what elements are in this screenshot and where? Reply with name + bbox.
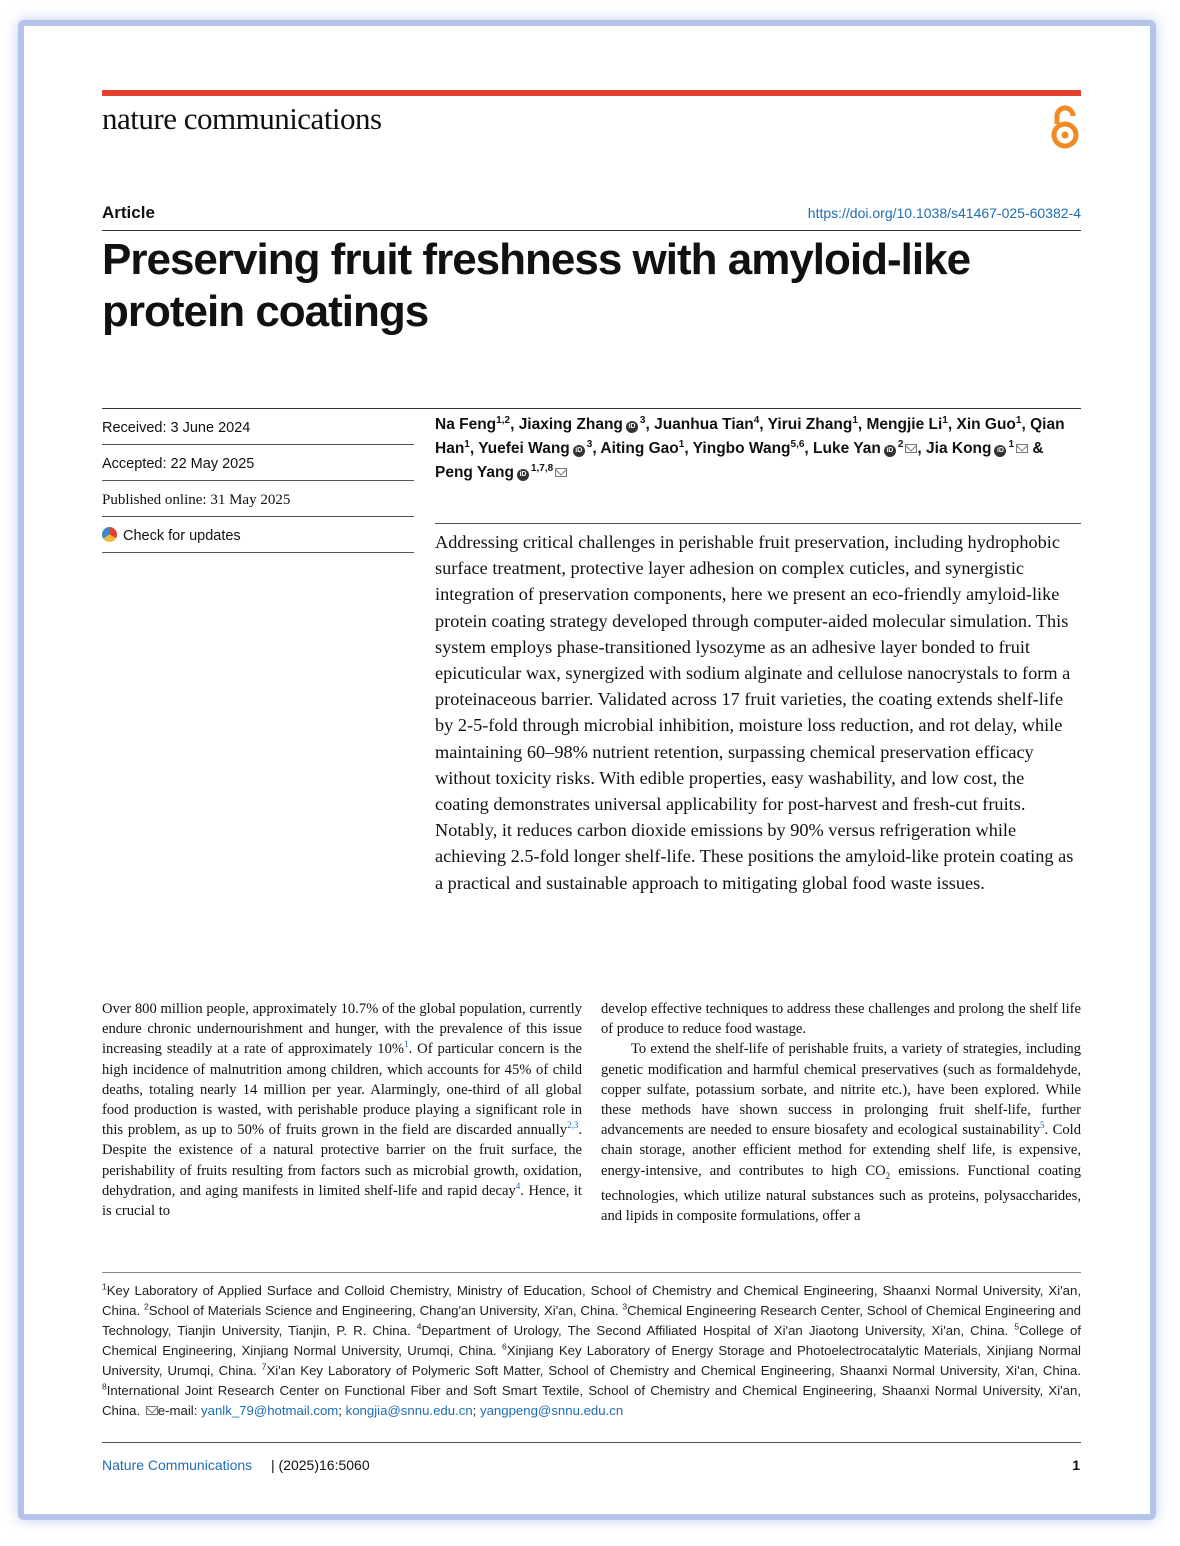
article-type: Article bbox=[102, 203, 155, 222]
body-text: . Hence, it is crucial to bbox=[102, 1182, 582, 1220]
body-paragraph bbox=[601, 1039, 1081, 1226]
author-name: Xin Guo bbox=[956, 416, 1016, 433]
affiliation-text: Department of Urology, The Second Affiliated Hospital of Xi'an Jiaotong University, Xi'an, China. bbox=[421, 1323, 1015, 1338]
author-affiliation: 3 bbox=[586, 438, 593, 450]
author-name: Luke Yan bbox=[813, 440, 881, 457]
author-affiliation: 1,7,8 bbox=[530, 462, 554, 474]
author-name: Qian Han bbox=[435, 416, 1065, 457]
email-label: e-mail: bbox=[157, 1403, 202, 1418]
body-column-right bbox=[601, 999, 1081, 1226]
author-name: Peng Yang bbox=[435, 464, 514, 481]
author-name: Juanhua Tian bbox=[654, 416, 754, 433]
accepted-date: Accepted: 22 May 2025 bbox=[102, 445, 414, 481]
affiliation-number: 8 bbox=[102, 1381, 107, 1392]
email-icon[interactable] bbox=[555, 468, 567, 477]
affiliation-text: Key Laboratory of Applied Surface and Colloid Chemistry, Ministry of Education, School of Chemistry and Chemical Engineering, Shaanxi Normal University, Xi'an, China. bbox=[102, 1283, 1081, 1318]
reference-link[interactable]: 2,3 bbox=[567, 1120, 579, 1131]
affiliation-number: 5 bbox=[1014, 1321, 1020, 1332]
affiliation-text: College of Chemical Engineering, Xinjiang Normal University, Urumqi, China. bbox=[102, 1323, 1081, 1358]
page-number: 1 bbox=[1072, 1457, 1080, 1473]
crossmark-icon bbox=[102, 527, 117, 542]
footer-citation: | (2025)16:5060 bbox=[271, 1457, 370, 1473]
body-text: To extend the shelf-life of perishable fruits, a variety of strategies, including genetic modification and harmful chemical preservatives (such as formaldehyde, copper sulfate, potassium sorbate, and nitrite etc.), have been explored. While these methods have shown success in prolonging fruit shelf-life, further advancements are needed to ensure biosafety and ecological sustainability bbox=[601, 1041, 1081, 1139]
author-affiliation: 2 bbox=[897, 438, 904, 450]
received-date: Received: 3 June 2024 bbox=[102, 409, 414, 445]
author[interactable] bbox=[926, 440, 1028, 457]
author-name: Jiaxing Zhang bbox=[518, 416, 623, 433]
author[interactable] bbox=[435, 464, 567, 481]
affiliation-text: School of Materials Science and Engineering, Chang'an University, Xi'an, China. bbox=[148, 1303, 623, 1318]
body-paragraph: develop effective techniques to address these challenges and prolong the shelf life of produce to reduce food wastage. bbox=[601, 1001, 1081, 1038]
email-icon[interactable] bbox=[905, 444, 917, 453]
abstract: Addressing critical challenges in perishable fruit preservation, including hydrophobic surface treatment, protective layer adhesion on complex cuticles, and synergistic integration of preservation components, here we present an eco-friendly amyloid-like protein coating strategy developed through computer-aided molecular simulation. This system employs phase-transitioned lysozyme as an adhesive layer bonded to fruit epicuticular wax, synergized with sodium alginate and cellulose nanocrystals to form a proteinaceous barrier. Validated across 17 fruit varieties, the coating extends shelf-life by 2-5-fold through microbial inhibition, moisture loss reduction, and rot delay, while maintaining 60–98% nutrient retention, surpassing chemical preservation efficacy without toxicity risks. With edible properties, easy washability, and low cost, the coating demonstrates universal applicability for post-harvest and fresh-cut fruits. Notably, it reduces carbon dioxide emissions by 90% versus refrigeration while achieving 2.5-fold longer shelf-life. These positions the amyloid-like protein coating as a practical and sustainable approach to mitigating global food waste issues. bbox=[435, 532, 1074, 893]
orcid-icon[interactable]: iD bbox=[626, 421, 638, 433]
orcid-icon[interactable]: iD bbox=[884, 445, 896, 457]
author[interactable] bbox=[654, 416, 759, 433]
affiliation-number: 6 bbox=[501, 1341, 507, 1352]
author[interactable] bbox=[478, 440, 592, 457]
affiliation-number: 3 bbox=[622, 1301, 628, 1312]
orcid-icon[interactable]: iD bbox=[994, 445, 1006, 457]
author-name: Yirui Zhang bbox=[767, 416, 853, 433]
email-link[interactable]: yanlk_79@hotmail.com bbox=[201, 1403, 339, 1418]
doi-link[interactable]: https://doi.org/10.1038/s41467-025-60382-4 bbox=[807, 205, 1081, 221]
author-name: Na Feng bbox=[435, 416, 497, 433]
author[interactable] bbox=[768, 416, 858, 433]
abstract-rule bbox=[435, 523, 1081, 524]
author[interactable] bbox=[600, 440, 684, 457]
author[interactable] bbox=[956, 416, 1021, 433]
author-affiliation: 1 bbox=[678, 438, 685, 450]
orcid-icon[interactable]: iD bbox=[573, 445, 585, 457]
body-text: emissions. Functional coating technologies, which utilize natural substances such as proteins, polysaccharides, and lipids in composite formulations, offer a bbox=[601, 1162, 1081, 1224]
footer-journal: Nature Communications bbox=[102, 1457, 253, 1473]
published-date: Published online: 31 May 2025 bbox=[102, 481, 414, 517]
affiliation-number: 7 bbox=[261, 1361, 267, 1372]
orcid-icon[interactable]: iD bbox=[517, 469, 529, 481]
body-text: . Of particular concern is the high incidence of malnutrition among children, which accounts for 45% of child deaths, totaling nearly 14 million per year. Alarmingly, one-third of all global food production is wasted, with perishable produce playing a significant role in this problem, as up to 50% of fruits grown in the field are discarded annually bbox=[102, 1041, 582, 1139]
email-link[interactable]: kongjia@snnu.edu.cn bbox=[345, 1403, 473, 1418]
dates-panel bbox=[102, 409, 414, 553]
body-text: . Despite the existence of a natural protective barrier on the fruit surface, the perishability of fruits resulting from factors such as microbial growth, oxidation, dehydration, and aging manifests in limited shelf-life and rapid decay bbox=[102, 1122, 582, 1199]
check-updates-button[interactable] bbox=[102, 517, 414, 553]
reference-link[interactable]: 5 bbox=[1040, 1120, 1045, 1131]
author-name: Yingbo Wang bbox=[692, 440, 791, 457]
author-affiliation: 1,2 bbox=[496, 414, 511, 426]
affiliations-rule bbox=[102, 1272, 1081, 1273]
author-affiliation: 1 bbox=[1015, 414, 1022, 426]
journal-name: nature communications bbox=[102, 101, 382, 136]
author-affiliation: 1 bbox=[942, 414, 948, 426]
author-affiliation: 1 bbox=[1008, 438, 1015, 450]
reference-link[interactable]: 4 bbox=[515, 1180, 521, 1191]
author-affiliation: 5,6 bbox=[790, 438, 805, 450]
affiliation-number: 2 bbox=[143, 1301, 149, 1312]
author-name: Mengjie Li bbox=[866, 416, 943, 433]
author[interactable] bbox=[813, 440, 917, 457]
author[interactable] bbox=[519, 416, 646, 433]
author-affiliation: 1 bbox=[464, 438, 470, 450]
header-red-bar bbox=[102, 90, 1081, 96]
author-name: Jia Kong bbox=[926, 440, 992, 457]
email-icon bbox=[146, 1406, 158, 1415]
open-access-icon bbox=[1048, 104, 1082, 150]
email-link[interactable]: yangpeng@snnu.edu.cn bbox=[480, 1403, 624, 1418]
co2-subscript: 2 bbox=[885, 1170, 891, 1181]
affiliation-number: 4 bbox=[416, 1321, 422, 1332]
author-affiliation: 3 bbox=[639, 414, 646, 426]
author-name: Aiting Gao bbox=[600, 440, 679, 457]
affiliation-text: Xinjiang Key Laboratory of Energy Storage and Photoelectrocatalytic Materials, Xinjiang Normal University, Urumqi, China. bbox=[102, 1343, 1081, 1378]
affiliation-text: International Joint Research Center on Functional Fiber and Soft Smart Textile, School of Chemistry and Chemical Engineering, Shaanxi Normal University, Xi'an, China. bbox=[102, 1383, 1081, 1418]
body-text: Over 800 million people, approximately 10.7% of the global population, currently endure chronic undernourishment and hunger, with the prevalence of this issue increasing steadily at a rate of approximately 10% bbox=[102, 1001, 582, 1058]
article-title: Preserving fruit freshness with amyloid-like protein coatings bbox=[102, 235, 971, 336]
author[interactable] bbox=[693, 440, 805, 457]
author-affiliation: 4 bbox=[753, 414, 760, 426]
author[interactable] bbox=[867, 416, 948, 433]
affiliation-text: Xi'an Key Laboratory of Polymeric Soft Matter, School of Chemistry and Chemical Engineering, Shaanxi Normal University, Xi'an, China. bbox=[266, 1363, 1081, 1378]
check-updates-label: Check for updates bbox=[123, 528, 241, 544]
affiliation-text: Chemical Engineering Research Center, School of Chemical Engineering and Technology, Tianjin University, Tianjin, P. R. China. bbox=[102, 1303, 1081, 1338]
footer-rule bbox=[102, 1442, 1081, 1443]
email-icon[interactable] bbox=[1016, 444, 1028, 453]
author-name: Yuefei Wang bbox=[478, 440, 570, 457]
author-list: Na Feng$^{1,2}$, Jiaxing Zhang $iD^3$, Juanhua Tian$^4$, Yirui Zhang$^1$, Mengjie Li$^1$, Xin Guo$^1$, Qian Han$^1$, Yuefei Wang $iD^3$, Aiting Gao$^1$, Yingbo Wang$^{5,6}$, Luke Yan $iD^2$ , Jia Kong $iD^1$ & Peng Yang iD$^{1,7,8}$ bbox=[435, 414, 1065, 481]
title-rule bbox=[102, 230, 1081, 231]
author[interactable] bbox=[435, 416, 510, 433]
affiliation-number: 1 bbox=[102, 1281, 107, 1292]
body-text: . Cold chain storage, another efficient method for extending shelf life, is expensive, energy-intensive, and contributes to high CO bbox=[601, 1122, 1081, 1179]
author-affiliation: 1 bbox=[852, 414, 858, 426]
affiliations: $^1$Key Laboratory of Applied Surface and Colloid Chemistry, Ministry of Education, School of Chemistry and Chemical Engineering, Shaanxi Normal University, Xi'an, China. $^2$School of Materials Science and Engineering, Chang'an University, Xi'an, China. $^3$Chemical Engineering Research Center, School of Chemical Engineering and Technology, Tianjin University, Tianjin, P. R. China. $^4$Department of Urology, The Second Affiliated Hospital of Xi'an Jiaotong University, Xi'an, China. $^5$College of Chemical Engineering, Xinjiang Normal University, Urumqi, China. $^6$Xinjiang Key Laboratory of Energy Storage and Photoelectrocatalytic Materials, Xinjiang Normal University, Urumqi, China. $^7$Xi'an Key Laboratory of Polymeric Soft Matter, School of Chemistry and Chemical Engineering, Shaanxi Normal University, Xi'an, China. $^8$International Joint Research Center on Functional Fiber and Soft Smart Textile, School of Chemistry and Chemical Engineering, Shaanxi Normal University, Xi'an, China. e-mail: yanlk_79@hotmail.com; kongjia@snnu.edu.cn; yangpeng@snnu.edu.cn bbox=[102, 1281, 1081, 1418]
body-column-left bbox=[102, 999, 582, 1221]
reference-link[interactable]: 1 bbox=[404, 1039, 409, 1050]
